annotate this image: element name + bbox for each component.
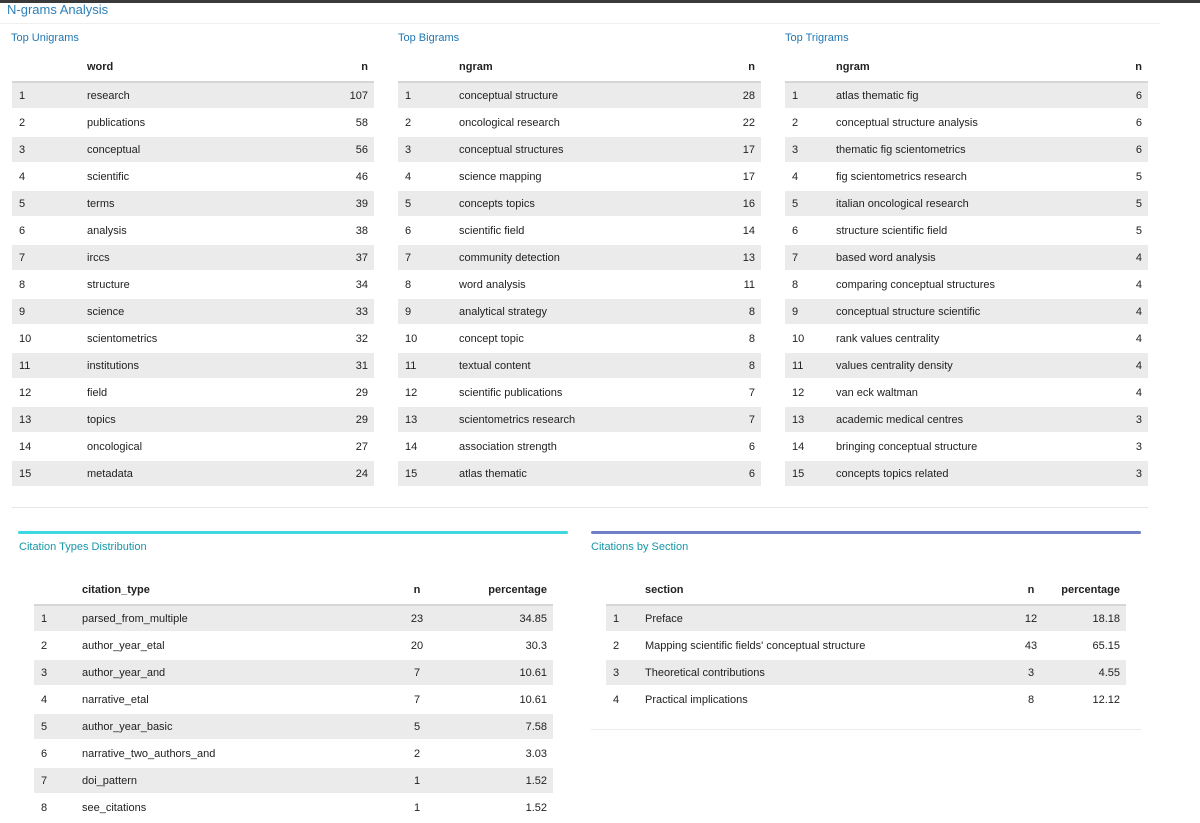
row-value: 29 [324, 379, 374, 406]
bigrams-title: Top Bigrams [398, 32, 460, 44]
row-index: 15 [12, 460, 87, 487]
table-row [606, 686, 1126, 713]
table-row [785, 109, 1148, 136]
row-value: 12.12 [1056, 686, 1126, 713]
column-header-n[interactable]: n [1098, 53, 1148, 82]
row-label: field [87, 379, 324, 406]
row-index: 14 [785, 433, 836, 460]
row-index: 1 [12, 82, 87, 109]
row-index: 6 [398, 217, 459, 244]
row-index: 13 [785, 406, 836, 433]
row-index: 8 [34, 794, 82, 821]
table-row [785, 352, 1148, 379]
table-row [34, 740, 553, 767]
row-value: 38 [324, 217, 374, 244]
row-label: concept topic [459, 325, 711, 352]
table-row [12, 82, 374, 109]
row-value: 7 [711, 406, 761, 433]
row-value: 6 [1098, 136, 1148, 163]
column-header-section[interactable]: section [645, 576, 956, 605]
row-label: community detection [459, 244, 711, 271]
table-row [785, 82, 1148, 109]
row-index: 6 [12, 217, 87, 244]
trigrams-title: Top Trigrams [785, 32, 849, 44]
row-label: irccs [87, 244, 324, 271]
table-row [398, 298, 761, 325]
row-value: 39 [324, 190, 374, 217]
row-label: comparing conceptual structures [836, 271, 1098, 298]
row-value: 1.52 [452, 794, 553, 821]
column-header-citation-type[interactable]: citation_type [82, 576, 352, 605]
row-value: 24 [324, 460, 374, 487]
row-label: structure scientific field [836, 217, 1098, 244]
row-value: 3.03 [452, 740, 553, 767]
row-index: 5 [398, 190, 459, 217]
row-value: 16 [711, 190, 761, 217]
table-row [398, 460, 761, 487]
row-value: 4 [1098, 271, 1148, 298]
row-value: 65.15 [1056, 632, 1126, 659]
row-index: 10 [785, 325, 836, 352]
column-header-index [606, 576, 645, 605]
row-value: 6 [711, 433, 761, 460]
row-label: structure [87, 271, 324, 298]
row-index: 7 [34, 767, 82, 794]
table-row [398, 190, 761, 217]
row-value: 10.61 [452, 686, 553, 713]
row-index: 10 [12, 325, 87, 352]
row-value: 14 [711, 217, 761, 244]
row-index: 4 [785, 163, 836, 190]
row-count: 12 [956, 605, 1056, 632]
table-row [398, 82, 761, 109]
title-divider [0, 23, 1160, 24]
row-label: narrative_etal [82, 686, 352, 713]
row-index: 4 [398, 163, 459, 190]
row-count: 8 [956, 686, 1056, 713]
row-label: concepts topics related [836, 460, 1098, 487]
table-row [398, 244, 761, 271]
row-value: 17 [711, 163, 761, 190]
row-label: Preface [645, 605, 956, 632]
row-label: terms [87, 190, 324, 217]
table-row [12, 352, 374, 379]
row-label: author_year_basic [82, 713, 352, 740]
row-value: 30.3 [452, 632, 553, 659]
table-row [34, 605, 553, 632]
column-header-n[interactable]: n [352, 576, 452, 605]
section-divider [12, 507, 1148, 508]
row-value: 6 [1098, 82, 1148, 109]
citations-by-section-table [606, 576, 1126, 714]
row-value: 3 [1098, 460, 1148, 487]
row-label: values centrality density [836, 352, 1098, 379]
row-value: 4 [1098, 352, 1148, 379]
row-label: scientometrics research [459, 406, 711, 433]
row-index: 8 [785, 271, 836, 298]
row-label: research [87, 82, 324, 109]
table-row [398, 136, 761, 163]
row-value: 6 [1098, 109, 1148, 136]
row-index: 6 [34, 740, 82, 767]
row-label: concepts topics [459, 190, 711, 217]
row-value: 33 [324, 298, 374, 325]
row-index: 12 [398, 379, 459, 406]
row-label: institutions [87, 352, 324, 379]
table-row [785, 325, 1148, 352]
table-row [398, 325, 761, 352]
row-value: 5 [1098, 217, 1148, 244]
row-index: 11 [398, 352, 459, 379]
row-label: conceptual [87, 136, 324, 163]
row-index: 14 [12, 433, 87, 460]
table-row [398, 406, 761, 433]
row-index: 9 [398, 298, 459, 325]
row-index: 5 [12, 190, 87, 217]
row-label: science mapping [459, 163, 711, 190]
table-row [12, 379, 374, 406]
row-value: 31 [324, 352, 374, 379]
table-row [12, 109, 374, 136]
row-label: oncological [87, 433, 324, 460]
table-row [785, 190, 1148, 217]
row-index: 7 [398, 244, 459, 271]
row-value: 4 [1098, 244, 1148, 271]
top-border [0, 0, 1200, 3]
table-row [606, 659, 1126, 686]
row-index: 11 [12, 352, 87, 379]
row-label: metadata [87, 460, 324, 487]
row-label: conceptual structure scientific [836, 298, 1098, 325]
row-index: 14 [398, 433, 459, 460]
row-index: 12 [785, 379, 836, 406]
row-label: textual content [459, 352, 711, 379]
table-row [34, 659, 553, 686]
row-count: 5 [352, 713, 452, 740]
table-row [12, 460, 374, 487]
row-label: association strength [459, 433, 711, 460]
row-index: 2 [606, 632, 645, 659]
row-value: 34.85 [452, 605, 553, 632]
row-label: thematic fig scientometrics [836, 136, 1098, 163]
row-label: see_citations [82, 794, 352, 821]
row-value: 58 [324, 109, 374, 136]
row-index: 3 [34, 659, 82, 686]
column-header-n[interactable]: n [956, 576, 1056, 605]
row-label: analytical strategy [459, 298, 711, 325]
row-value: 46 [324, 163, 374, 190]
row-label: rank values centrality [836, 325, 1098, 352]
row-label: fig scientometrics research [836, 163, 1098, 190]
row-label: conceptual structure analysis [836, 109, 1098, 136]
row-label: topics [87, 406, 324, 433]
row-index: 1 [34, 605, 82, 632]
row-label: analysis [87, 217, 324, 244]
table-row [785, 163, 1148, 190]
table-row [12, 190, 374, 217]
table-row [785, 136, 1148, 163]
row-index: 9 [785, 298, 836, 325]
column-header-percentage[interactable]: percentage [452, 576, 553, 605]
row-value: 4 [1098, 298, 1148, 325]
row-label: parsed_from_multiple [82, 605, 352, 632]
row-value: 5 [1098, 163, 1148, 190]
row-label: atlas thematic [459, 460, 711, 487]
row-value: 4 [1098, 325, 1148, 352]
row-value: 8 [711, 325, 761, 352]
row-count: 3 [956, 659, 1056, 686]
table-row [12, 298, 374, 325]
row-index: 3 [398, 136, 459, 163]
row-count: 1 [352, 794, 452, 821]
row-value: 107 [324, 82, 374, 109]
row-label: scientific field [459, 217, 711, 244]
table-row [34, 713, 553, 740]
row-count: 2 [352, 740, 452, 767]
table-row [12, 217, 374, 244]
row-value: 34 [324, 271, 374, 298]
row-label: Theoretical contributions [645, 659, 956, 686]
row-index: 1 [606, 605, 645, 632]
column-header-index [12, 53, 87, 82]
row-index: 3 [785, 136, 836, 163]
table-row [34, 686, 553, 713]
table-row [34, 794, 553, 821]
citations-by-section-title: Citations by Section [591, 541, 689, 553]
row-index: 4 [34, 686, 82, 713]
row-label: bringing conceptual structure [836, 433, 1098, 460]
column-header-index [785, 53, 836, 82]
row-value: 3 [1098, 433, 1148, 460]
citation-types-title: Citation Types Distribution [19, 541, 147, 553]
row-value: 11 [711, 271, 761, 298]
row-value: 28 [711, 82, 761, 109]
table-row [398, 379, 761, 406]
table-row [398, 217, 761, 244]
row-index: 15 [398, 460, 459, 487]
row-value: 6 [711, 460, 761, 487]
row-index: 10 [398, 325, 459, 352]
row-index: 13 [398, 406, 459, 433]
table-row [12, 433, 374, 460]
bigrams-table [398, 53, 761, 488]
row-label: van eck waltman [836, 379, 1098, 406]
row-value: 18.18 [1056, 605, 1126, 632]
row-index: 5 [34, 713, 82, 740]
table-row [398, 163, 761, 190]
row-count: 43 [956, 632, 1056, 659]
column-header-n[interactable]: n [324, 53, 374, 82]
row-value: 3 [1098, 406, 1148, 433]
row-value: 5 [1098, 190, 1148, 217]
table-row [606, 605, 1126, 632]
row-index: 1 [785, 82, 836, 109]
column-header-word[interactable]: word [87, 53, 324, 82]
trigrams-table [785, 53, 1148, 488]
row-index: 3 [12, 136, 87, 163]
row-label: narrative_two_authors_and [82, 740, 352, 767]
citations-by-section-bottom-rule [591, 729, 1141, 730]
column-header-index [398, 53, 459, 82]
table-row [12, 271, 374, 298]
table-row [785, 406, 1148, 433]
table-row [12, 325, 374, 352]
row-index: 4 [606, 686, 645, 713]
unigrams-table [12, 53, 374, 488]
table-row [398, 433, 761, 460]
column-header-n[interactable]: n [711, 53, 761, 82]
row-value: 13 [711, 244, 761, 271]
row-label: Practical implications [645, 686, 956, 713]
table-row [12, 136, 374, 163]
row-index: 6 [785, 217, 836, 244]
row-value: 29 [324, 406, 374, 433]
citation-types-table [34, 576, 553, 822]
row-label: Mapping scientific fields' conceptual structure [645, 632, 956, 659]
row-index: 2 [34, 632, 82, 659]
table-row [785, 271, 1148, 298]
row-label: conceptual structure [459, 82, 711, 109]
row-label: conceptual structures [459, 136, 711, 163]
row-index: 11 [785, 352, 836, 379]
citation-types-accent-bar [18, 531, 568, 534]
table-row [785, 217, 1148, 244]
row-value: 4.55 [1056, 659, 1126, 686]
table-row [12, 163, 374, 190]
table-row [12, 244, 374, 271]
row-label: publications [87, 109, 324, 136]
row-value: 27 [324, 433, 374, 460]
row-label: word analysis [459, 271, 711, 298]
table-row [785, 379, 1148, 406]
table-row [606, 632, 1126, 659]
row-label: based word analysis [836, 244, 1098, 271]
row-label: doi_pattern [82, 767, 352, 794]
page-title: N-grams Analysis [7, 2, 109, 17]
table-row [785, 433, 1148, 460]
row-value: 4 [1098, 379, 1148, 406]
row-index: 1 [398, 82, 459, 109]
row-count: 20 [352, 632, 452, 659]
table-row [12, 406, 374, 433]
column-header-ngram[interactable]: ngram [836, 53, 1098, 82]
row-label: academic medical centres [836, 406, 1098, 433]
row-index: 8 [398, 271, 459, 298]
row-value: 8 [711, 352, 761, 379]
row-index: 9 [12, 298, 87, 325]
column-header-percentage[interactable]: percentage [1056, 576, 1126, 605]
citations-by-section-accent-bar [591, 531, 1141, 534]
unigrams-title: Top Unigrams [11, 32, 79, 44]
row-value: 10.61 [452, 659, 553, 686]
row-index: 5 [785, 190, 836, 217]
row-count: 7 [352, 659, 452, 686]
row-label: scientific publications [459, 379, 711, 406]
row-label: italian oncological research [836, 190, 1098, 217]
row-label: atlas thematic fig [836, 82, 1098, 109]
table-row [398, 109, 761, 136]
row-value: 7 [711, 379, 761, 406]
row-index: 15 [785, 460, 836, 487]
table-row [34, 632, 553, 659]
row-index: 8 [12, 271, 87, 298]
row-value: 17 [711, 136, 761, 163]
row-value: 8 [711, 298, 761, 325]
row-value: 7.58 [452, 713, 553, 740]
table-row [398, 352, 761, 379]
table-row [785, 298, 1148, 325]
row-count: 1 [352, 767, 452, 794]
row-index: 7 [12, 244, 87, 271]
row-index: 2 [12, 109, 87, 136]
row-index: 3 [606, 659, 645, 686]
table-row [785, 460, 1148, 487]
row-index: 12 [12, 379, 87, 406]
row-label: author_year_and [82, 659, 352, 686]
row-value: 22 [711, 109, 761, 136]
row-count: 23 [352, 605, 452, 632]
table-row [398, 271, 761, 298]
row-label: author_year_etal [82, 632, 352, 659]
row-label: scientometrics [87, 325, 324, 352]
row-index: 2 [398, 109, 459, 136]
row-label: science [87, 298, 324, 325]
row-index: 2 [785, 109, 836, 136]
column-header-index [34, 576, 82, 605]
row-value: 56 [324, 136, 374, 163]
row-value: 37 [324, 244, 374, 271]
row-value: 32 [324, 325, 374, 352]
table-row [34, 767, 553, 794]
table-row [785, 244, 1148, 271]
column-header-ngram[interactable]: ngram [459, 53, 711, 82]
row-index: 13 [12, 406, 87, 433]
row-index: 7 [785, 244, 836, 271]
row-value: 1.52 [452, 767, 553, 794]
row-count: 7 [352, 686, 452, 713]
row-label: scientific [87, 163, 324, 190]
row-index: 4 [12, 163, 87, 190]
row-label: oncological research [459, 109, 711, 136]
